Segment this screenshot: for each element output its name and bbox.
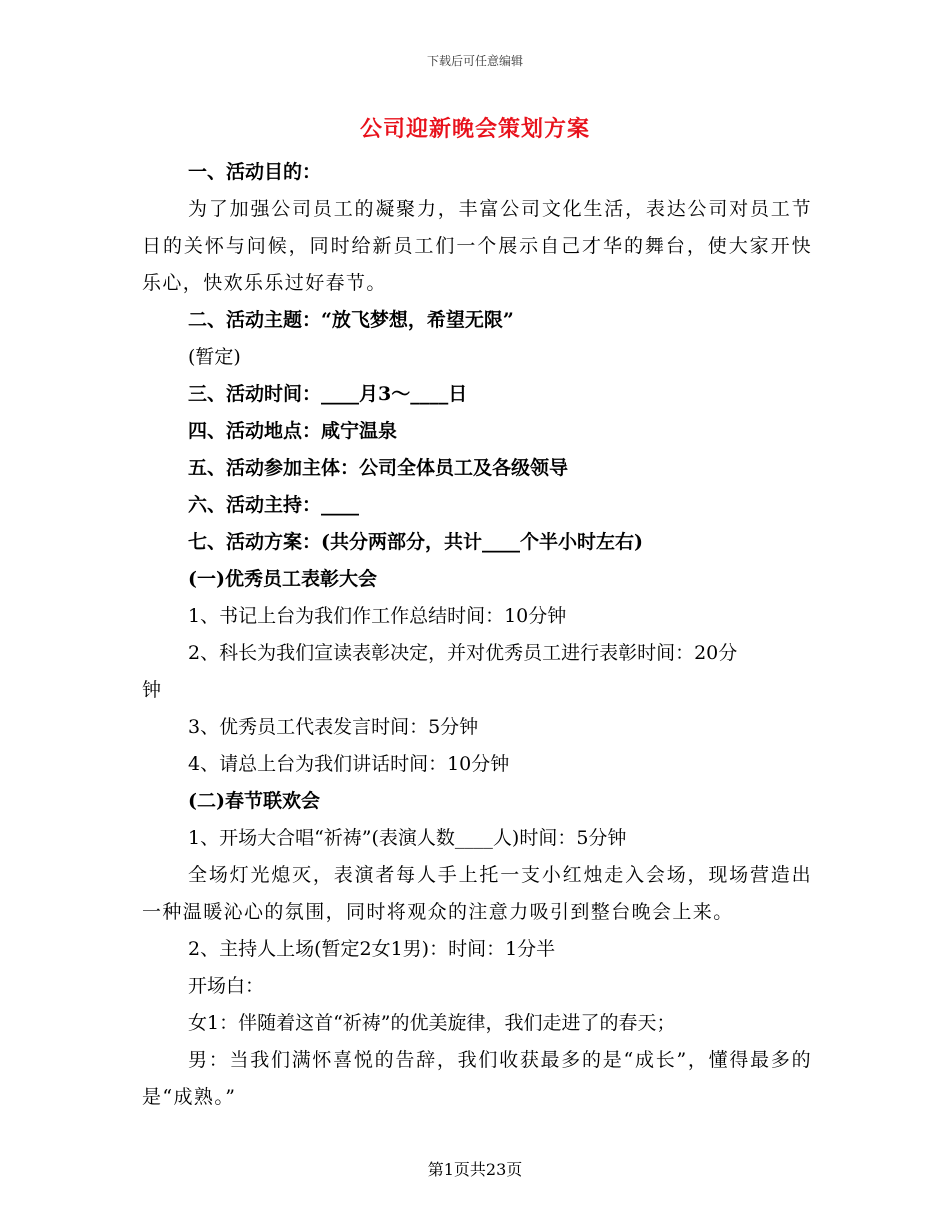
page-footer-page-number: 第1页共23页: [427, 1160, 523, 1179]
part-2-item-1-description: 全场灯光熄灭，表演者每人手上托一支小红烛走入会场，现场营造出一种温暖沁心的氛围，同时将观众的注意力吸引到整台晚会上来。: [142, 864, 812, 923]
section-2-note: (暂定): [188, 346, 241, 368]
section-7-heading: 七、活动方案：(共分两部分，共计____个半小时左右): [188, 531, 643, 553]
part-2-item-1: 1、开场大合唱“祈祷”(表演人数____人)时间：5分钟: [188, 827, 627, 849]
page-header-note: 下载后可任意编辑: [426, 54, 523, 68]
section-1-paragraph: 为了加强公司员工的凝聚力，丰富公司文化生活，表达公司对员工节日的关怀与问候，同时给新员工们一个展示自己才华的舞台，使大家开快乐心，快欢乐乐过好春节。: [142, 198, 812, 294]
part-1-heading: (一)优秀员工表彰大会: [188, 568, 377, 590]
male-line: 男：当我们满怀喜悦的告辞，我们收获最多的是“成长”，懂得最多的是“成熟。”: [142, 1049, 812, 1108]
section-3-heading: 三、活动时间：____月3～____日: [188, 383, 468, 405]
part-1-item-4: 4、请总上台为我们讲话时间：10分钟: [188, 753, 510, 775]
part-2-item-2: 2、主持人上场(暂定2女1男)：时间：1分半: [188, 938, 556, 960]
part-2-heading: (二)春节联欢会: [188, 790, 320, 812]
part-1-item-2-continued: 钟: [142, 679, 162, 701]
section-5-heading: 五、活动参加主体：公司全体员工及各级领导: [188, 457, 569, 479]
opening-label: 开场白：: [188, 975, 265, 997]
part-1-item-1: 1、书记上台为我们作工作总结时间：10分钟: [188, 605, 567, 627]
part-1-item-2: 2、科长为我们宣读表彰决定，并对优秀员工进行表彰时间：20分: [188, 642, 738, 664]
document-body: [142, 154, 812, 1116]
section-4-heading: 四、活动地点：咸宁温泉: [188, 420, 398, 442]
document-title: 公司迎新晚会策划方案: [359, 116, 590, 142]
section-2-heading: 二、活动主题：“放飞梦想，希望无限”: [188, 309, 514, 331]
section-6-heading: 六、活动主持：____: [188, 494, 360, 516]
female-1-line: 女1：伴随着这首“祈祷”的优美旋律，我们走进了的春天；: [188, 1012, 676, 1034]
section-1-heading: 一、活动目的：: [188, 161, 322, 183]
part-1-item-3: 3、优秀员工代表发言时间：5分钟: [188, 716, 479, 738]
